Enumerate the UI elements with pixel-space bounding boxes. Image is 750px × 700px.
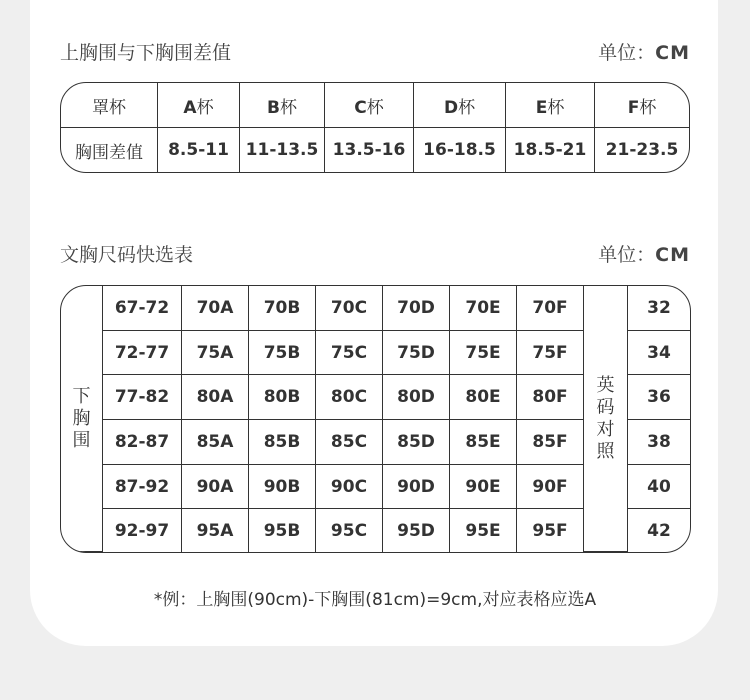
size-cell: 80D (383, 375, 450, 420)
size-cell: 70C (316, 286, 383, 331)
cup-section-header (60, 38, 690, 65)
underbust-range: 92-97 (103, 509, 182, 552)
cup-head-e: E杯 (506, 83, 595, 128)
cup-range-e: 18.5-21 (506, 128, 595, 172)
size-cell: 85E (450, 420, 517, 465)
cup-head-a: A杯 (158, 83, 240, 128)
size-cell: 70A (182, 286, 249, 331)
uk-size-label: 英码对照 (584, 286, 628, 552)
underbust-range: 77-82 (103, 375, 182, 420)
size-cell: 75C (316, 331, 383, 376)
cup-section-title: 上胸围与下胸围差值 (60, 42, 232, 64)
size-cell: 85F (517, 420, 584, 465)
size-cell: 90A (182, 465, 249, 510)
size-cell: 90C (316, 465, 383, 510)
cup-row-header: 罩杯 (61, 83, 158, 128)
cup-difference-table (60, 82, 690, 173)
uk-size: 32 (628, 286, 690, 331)
size-cell: 70D (383, 286, 450, 331)
size-cell: 90F (517, 465, 584, 510)
size-cell: 95C (316, 509, 383, 552)
underbust-range: 82-87 (103, 420, 182, 465)
size-cell: 85C (316, 420, 383, 465)
size-cell: 75D (383, 331, 450, 376)
size-cell: 80B (249, 375, 316, 420)
size-cell: 75E (450, 331, 517, 376)
size-cell: 95D (383, 509, 450, 552)
underbust-label: 下胸围 (61, 286, 103, 552)
uk-size: 38 (628, 420, 690, 465)
cup-range-a: 8.5-11 (158, 128, 240, 172)
size-cell: 70E (450, 286, 517, 331)
cup-section-unit: 单位：CM (598, 42, 690, 64)
size-cell: 80A (182, 375, 249, 420)
size-row (61, 286, 690, 331)
underbust-range: 72-77 (103, 331, 182, 376)
size-cell: 75F (517, 331, 584, 376)
size-cell: 75B (249, 331, 316, 376)
cup-row-label: 胸围差值 (61, 128, 158, 172)
size-cell: 80E (450, 375, 517, 420)
size-cell: 90D (383, 465, 450, 510)
uk-size: 42 (647, 520, 671, 541)
uk-size: 40 (628, 465, 690, 510)
size-cell: 95F (517, 509, 584, 552)
size-cell: 85B (249, 420, 316, 465)
cup-header-row (61, 83, 689, 128)
size-section-title: 文胸尺码快选表 (60, 244, 194, 266)
example-footnote: *例：上胸围(90cm)-下胸围(81cm)=9cm,对应表格应选A (153, 590, 597, 610)
cup-value-row (61, 128, 689, 172)
cup-head-b: B杯 (240, 83, 325, 128)
size-cell: 85D (383, 420, 450, 465)
cup-range-f: 21-23.5 (605, 140, 679, 161)
cup-range-b: 11-13.5 (240, 128, 325, 172)
uk-size: 34 (628, 331, 690, 376)
size-cell: 95A (182, 509, 249, 552)
size-cell: 80C (316, 375, 383, 420)
underbust-range: 67-72 (103, 286, 182, 331)
size-cell: 70F (517, 286, 584, 331)
underbust-range: 87-92 (103, 465, 182, 510)
size-quick-table (60, 285, 691, 553)
size-cell: 95B (249, 509, 316, 552)
cup-range-d: 16-18.5 (414, 128, 506, 172)
size-cell: 90B (249, 465, 316, 510)
cup-head-f: F杯 (595, 83, 689, 128)
size-cell: 80F (517, 375, 584, 420)
cup-range-c: 13.5-16 (325, 128, 414, 172)
uk-size: 36 (628, 375, 690, 420)
size-cell: 90E (450, 465, 517, 510)
cup-head-d: D杯 (414, 83, 506, 128)
size-section-header (60, 240, 690, 267)
size-cell: 85A (182, 420, 249, 465)
size-cell: 75A (182, 331, 249, 376)
size-cell: 95E (450, 509, 517, 552)
size-cell: 70B (249, 286, 316, 331)
size-section-unit: 单位：CM (598, 244, 690, 266)
cup-head-c: C杯 (325, 83, 414, 128)
